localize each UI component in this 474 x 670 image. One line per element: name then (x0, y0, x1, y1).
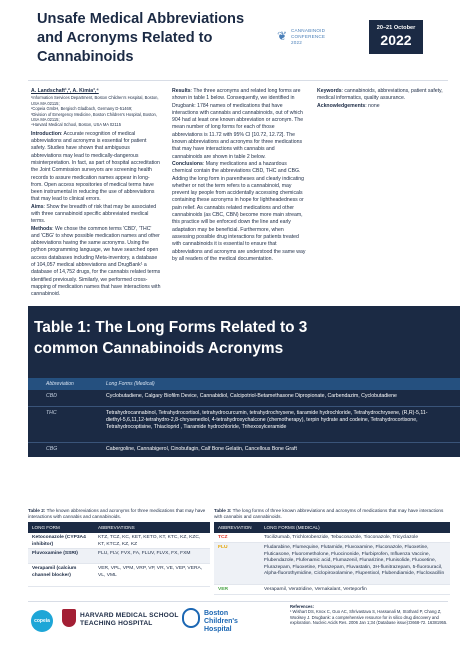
table2-col-long-form: LONG FORM (32, 525, 60, 531)
table3-long-forms: Tocilizumab, Trichlorobenzide, Tebuconazole, Tioconazole, Tricyclazole (264, 535, 419, 541)
methods-paragraph: Methods: We chose the common terms 'CBD', 'THC' and 'CBG' to show possible medication names and other abbreviations having the same acronyms. Using the python programming language, we have searched open access databases including Meta-inventory, a database of 104,057 medical abbreviations and DrugBank¹ a database of 14,752 drugs, for the cannabis related terms identified previously. Similarly, we performed cross-mapping of medication names that have interactions with cannabinoid. (31, 225, 161, 298)
table1-abbr: CBD (46, 393, 57, 399)
table2 (28, 508, 210, 587)
conclusions-paragraph: Conclusions: Many medications and a hazardous chemical contain the abbreviations CBD, THC and CBG. Adding the long form in parentheses and clearly indicating whether or not the term refers to a cannabinoid, may prevent lay people from accidentally accessing chemicals containing these acronyms in hope for lightheadedness or pain relief. As cannabis related medications and other cannabinoids (as CBC, CBN) become more main stream, this practice will be enforced down the line and early adaptation may be beneficial. Furthermore, when assessing possible drug interactions for patients treated with cannabinoids it is essential to ensure that abbreviations and acronyms are understood the same way by all readers of the medical documentation. (172, 160, 306, 262)
conference-year: 2022 (380, 32, 412, 48)
table2-abbreviations: VER, VPL, VPM, VRP, VP, VR, VE, VEP, VERA, VL, VML (98, 566, 203, 578)
table1-row (28, 407, 460, 443)
reference-item: ¹ Wishart DS, Knox C, Guo AC, Shrivastava S, Hassanali M, Stothard P, Chang Z, Woolsey J. Drugbank: a comprehensive resource for in silico drug discovery and exploration. Nucleic Acids Res. 2006 Jan 1;34 (Database issue):D668-72. 16381955. (290, 609, 448, 626)
conference-line1: CANNABINOID (291, 28, 326, 33)
column-3 (317, 88, 451, 110)
table1-col-long-forms: Long Forms (Medical) (106, 381, 155, 387)
table3-abbreviation: VER (218, 587, 229, 593)
table1-panel (28, 306, 460, 457)
table3 (214, 508, 450, 595)
table1-long: Cabergoline, Cannabigerol, Cinobufagin, Calf Bone Gelatin, Cancellous Bone Graft (106, 446, 297, 452)
affiliation: ⁴Harvard Medical School, Boston, USA MA 02115 (31, 122, 121, 128)
copeia-logo: copeia (31, 610, 53, 632)
conference-line3: 2022 (291, 39, 303, 45)
table3-long-forms: Verapamil, Veratridine, Vernakalant, Verteporfin (264, 587, 367, 593)
harvard-shield-icon (62, 609, 76, 627)
affiliation: ²Copeia GmbH, Bergisch Gladbach, Germany D-51469; (31, 106, 133, 112)
poster-header (0, 0, 474, 76)
column-2 (172, 88, 306, 263)
table3-abbreviation: TCZ (218, 535, 228, 541)
affiliation: ³Division of Emergency Medicine, Boston Children's Hospital, Boston, USA MA 02115; (31, 111, 157, 122)
author-names: A. Landschaft¹,², A. Kimia³,⁴ (31, 88, 99, 94)
table2-row (28, 533, 210, 549)
poster-footer (0, 598, 474, 640)
table1-long: Tetrahydrocannabinol, Tetrahydrocortisol, tetrahydrocurcumin, tetrahydrochrysene, tiaramide hydrochloride, Tetrahydrochrysene, (R,R)-5,11-diethyl-5,6,11,12-tetrahydro-2,8-chrysenediol, 4-tetrahydroxychalcone (chemotherapy), terpin hydrate and codeine, Tetrahydrocortisone, Tetrahydrocoptisine, Thiacloprid , Tiaramide hydrochloride, Trihexosylceramide (106, 410, 428, 431)
table1-col-abbreviation: Abbreviation (46, 381, 74, 387)
table2-abbreviations: FLU, FLV, FVX, FA, FLUV, FLVX, FX, FXM (98, 551, 191, 557)
table2-abbreviations: KTZ, TCZ, KC, KET, KETO, KT, KTC, KZ, KZC, KT, KTCZ, KZ, KZ (98, 535, 201, 547)
table2-row (28, 549, 210, 564)
introduction-paragraph: Introduction: Accurate recognition of medical abbreviations and acronyms is essential for patient safety. Studies have shown that ambiguous abbreviations may lead to medically-dangerous misinterpretation. In fact, as part of hospital accreditation the Joint Commission surveyors are screening health records to assure medication names appear in long-from. Open access repositories of medical terms have been instrumental in reducing the use of abbreviations that may lead to clinical errors. (31, 130, 160, 203)
table3-row (214, 543, 450, 585)
header-divider (28, 80, 448, 81)
table1-abbr: CBG (46, 446, 58, 452)
table2-medication: Ketoconazole (CYP3A4 inhibitor) (32, 535, 86, 547)
conference-logo (277, 24, 355, 64)
table3-col-long-forms: LONG FORMS (MEDICAL) (264, 525, 320, 531)
table1-abbr: THC (46, 410, 57, 416)
table2-medication: Fluvoxamine (SSRI) (32, 551, 78, 557)
table1-row (28, 443, 460, 456)
table3-long-forms: Fludarabine, Flumequine, Flutamide, Fluvoxamine, Fluconazole, Fluoxetine, Fluticasone, Fluorometholone, Fluocinonide, Flurbiprofen, Influenza Vaccine, Flubendazole, Flufenamic acid, Flumazenil, Flunarizine, Flunisolide, Fluoxetine, Flurazepam, Fluoxetine, Flurazepam, Fluvastatin, 3H-flunitrazepam, 5-fluorouracil, Alpha-fluorothymidine, Ciclopiroxolamine, Flupentixol, Flubendiamide, Flucloxacillin (264, 545, 445, 577)
table2-medication: Verapamil (calcium channel blocker) (32, 566, 77, 578)
table3-abbreviation: FLU (218, 545, 228, 551)
aims-paragraph: Aims: Show the breadth of risk that may be associated with three cannabinoid specific abbreviated medical terms. (31, 203, 157, 225)
table2-caption: Table 2: The known abbreviations and acronyms for three medications that may have interactions with cannabis and cannabinoids. (28, 508, 206, 520)
conference-dates: 20–21 October (376, 25, 416, 31)
table3-header (214, 522, 450, 533)
table3-caption: Table 3: The long forms of three known abbreviations and acronyms of medications that may have interactions with cannabis and cannabinoids. (214, 508, 444, 520)
references-heading: References: (290, 604, 314, 609)
affiliation: ¹Information Services Department, Boston Children's Hospital, Boston, USA MA 02115; (31, 95, 159, 106)
results-paragraph: Results: The three acronyms and related long forms are shown in table 1 below. Consequently, we identified in Drugbank: 1784 names of medications that have interactions with cannabis and cannabinoids, out of which 904 had at least one known abbreviation or acronym. The mean number of long forms for each of those abbreviations is 11.72 with 95% CI [10.72, 12.72]. The known abbreviations and acronyms for three medications that may have interactions with cannabis and cannabinoids are shown in table 2 below. (172, 88, 304, 160)
harvard-logo-text: HARVARD MEDICAL SCHOOL TEACHING HOSPITAL (80, 612, 179, 627)
boston-childrens-logo-text: Boston Children's Hospital (204, 610, 238, 633)
table1-title: Table 1: The Long Forms Related to 3 common Cannabinoids Acronyms (34, 319, 308, 357)
table1-header (28, 378, 460, 390)
table3-col-abbreviation: ABBREVIATION (218, 525, 252, 531)
table1-row (28, 390, 460, 407)
table2-header (28, 522, 210, 533)
conference-line2: CONFERENCE (291, 33, 326, 39)
table3-row (214, 533, 450, 543)
leaf-icon: ❦ (277, 29, 288, 43)
column-1 (31, 88, 161, 299)
table2-row (28, 564, 210, 587)
boston-childrens-icon (182, 608, 200, 628)
acknowledgements-paragraph: Acknowledgements: none (317, 102, 380, 109)
references (290, 604, 456, 626)
poster-title: Unsafe Medical Abbreviations and Acronyms Related to Cannabinoids (37, 11, 245, 65)
date-badge (369, 20, 423, 54)
keywords-paragraph: Keywords: cannabinoids, abbreviations, patient safety, medical informatics, quality assurance. (317, 88, 443, 102)
table1-long: Cyclobutadiene, Calgary Biofilm Device, Cannabidiol, Calcipotriol-Betamethasone Dipropionate, Carbendazim, Cyclobutadiene (106, 393, 397, 399)
table3-row (214, 585, 450, 595)
table2-col-abbreviations: ABBREVIATIONS (98, 525, 135, 531)
abstract-columns (31, 88, 449, 298)
